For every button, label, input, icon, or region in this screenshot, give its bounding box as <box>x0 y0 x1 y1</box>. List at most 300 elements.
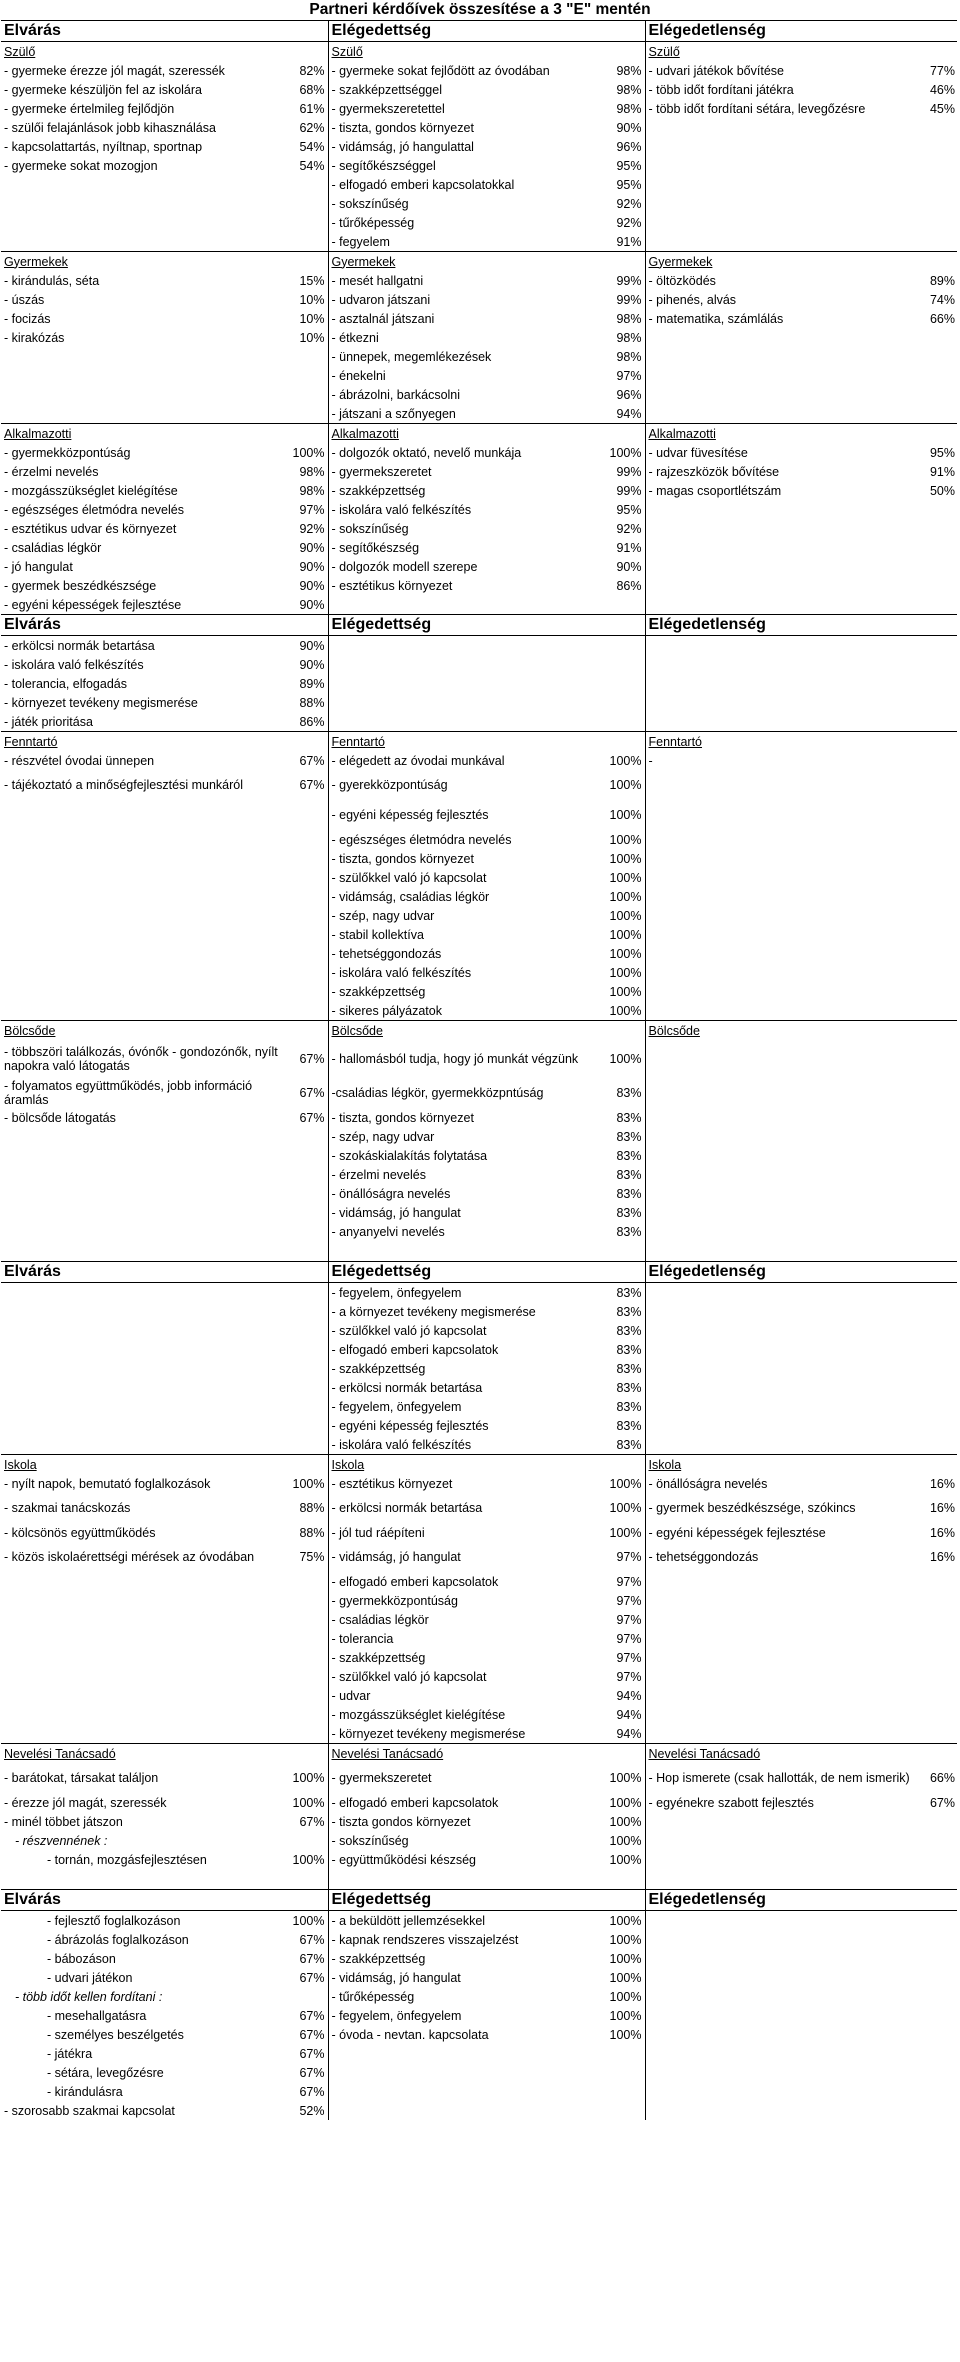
elvaras-percent <box>286 906 328 925</box>
elvaras-percent <box>286 1378 328 1397</box>
elvaras-percent <box>286 1184 328 1203</box>
elvaras-percent: 90% <box>286 538 328 557</box>
section-label-elegedetlenseg: Alkalmazotti <box>645 424 957 444</box>
elegedetlenseg-item: - több időt fordítani játékra <box>648 82 794 97</box>
elegedettseg-item: - jól tud ráépíteni <box>331 1525 425 1540</box>
elegedetlenseg-item <box>645 2044 915 2063</box>
elvaras-item <box>1 887 286 906</box>
elegedettseg-item: - hallomásból tudja, hogy jó munkát végzünk <box>331 1052 579 1066</box>
elegedettseg-percent: 100% <box>603 906 645 925</box>
elegedetlenseg-item <box>645 655 915 674</box>
elegedetlenseg-item <box>645 1241 915 1262</box>
elegedetlenseg-percent <box>915 213 957 232</box>
elvaras-item <box>1 366 286 385</box>
elegedetlenseg-item <box>645 1686 915 1705</box>
elegedettseg-percent: 100% <box>603 1493 645 1523</box>
table-row <box>1 99 957 118</box>
elvaras-percent: 82% <box>286 61 328 80</box>
elegedetlenseg-item <box>645 1165 915 1184</box>
elegedetlenseg-item <box>645 2025 915 2044</box>
elegedettseg-item <box>328 2101 603 2120</box>
elegedetlenseg-percent: 95% <box>929 445 955 460</box>
elegedetlenseg-item: - egyénekre szabott fejlesztés <box>648 1795 814 1810</box>
elegedetlenseg-percent <box>915 2063 957 2082</box>
table-row <box>1 1241 957 1262</box>
elegedettseg-item: - sikeres pályázatok <box>331 1003 442 1018</box>
elegedetlenseg-item <box>645 1146 915 1165</box>
elegedetlenseg-item <box>645 156 915 175</box>
section-label-elegedetlenseg: Bölcsőde <box>645 1021 957 1041</box>
elvaras-percent <box>286 1435 328 1455</box>
elegedettseg-percent: 83% <box>603 1203 645 1222</box>
elegedettseg-item: - szakképzettség <box>331 984 426 999</box>
elvaras-item: - bölcsőde látogatás <box>4 1110 116 1125</box>
section-row <box>1 1021 957 1041</box>
table-row <box>1 887 957 906</box>
elvaras-percent <box>286 1591 328 1610</box>
elvaras-percent: 98% <box>286 462 328 481</box>
elegedetlenseg-item <box>645 849 915 868</box>
elegedetlenseg-item <box>645 1203 915 1222</box>
elvaras-item: - mozgásszükséglet kielégítése <box>4 483 178 498</box>
elegedettseg-percent <box>603 1869 645 1890</box>
header-row <box>1 21 957 42</box>
header-elvaras: Elvárás <box>1 615 328 636</box>
table-row <box>1 1040 957 1078</box>
elegedetlenseg-item <box>645 712 915 732</box>
elegedettseg-item: - dolgozók modell szerepe <box>331 559 478 574</box>
elvaras-percent <box>286 1667 328 1686</box>
elvaras-percent <box>286 1869 328 1890</box>
elegedettseg-item: - együttműködési készség <box>331 1852 477 1867</box>
section-label-elvaras: Bölcsőde <box>1 1021 328 1041</box>
elvaras-item <box>1 830 286 849</box>
elvaras-percent: 92% <box>286 519 328 538</box>
elvaras-item <box>1 868 286 887</box>
elegedettseg-percent <box>603 674 645 693</box>
elegedetlenseg-item <box>645 404 915 424</box>
table-row <box>1 1493 957 1523</box>
elegedetlenseg-percent <box>915 2082 957 2101</box>
elegedetlenseg-percent <box>915 925 957 944</box>
elegedetlenseg-item: - udvari játékok bővítése <box>648 63 784 78</box>
elvaras-percent: 86% <box>286 712 328 732</box>
elvaras-item: - udvari játékon <box>47 1970 133 1985</box>
section-label-elvaras: Gyermekek <box>1 252 328 272</box>
elegedettseg-percent: 92% <box>603 194 645 213</box>
elegedettseg-item: - tehetséggondozás <box>331 946 442 961</box>
table-row <box>1 61 957 80</box>
table-row <box>1 751 957 770</box>
header-elegedetlenseg: Elégedetlenség <box>645 1262 957 1283</box>
elegedetlenseg-item <box>645 1302 915 1321</box>
elegedettseg-percent: 100% <box>603 1812 645 1831</box>
table-row <box>1 271 957 290</box>
elegedettseg-item: - tiszta, gondos környezet <box>331 851 474 866</box>
table-row <box>1 175 957 194</box>
elvaras-percent <box>286 194 328 213</box>
elvaras-percent: 100% <box>286 1850 328 1869</box>
elegedetlenseg-item <box>645 1648 915 1667</box>
elvaras-percent: 97% <box>286 500 328 519</box>
elvaras-percent <box>286 1572 328 1591</box>
elegedettseg-item: - elfogadó emberi kapcsolatokkal <box>331 177 515 192</box>
elegedetlenseg-percent <box>915 1667 957 1686</box>
elegedetlenseg-item: - udvar füvesítése <box>648 445 748 460</box>
elvaras-item <box>1 1724 286 1744</box>
elvaras-item: - gyermeke értelmileg fejlődjön <box>4 101 175 116</box>
elvaras-item <box>1 1283 286 1303</box>
header-elvaras: Elvárás <box>1 1890 328 1911</box>
section-label-elegedetlenseg: Szülő <box>648 44 680 59</box>
elegedettseg-percent: 100% <box>603 1850 645 1869</box>
elvaras-item: - közös iskolaérettségi mérések az óvodában <box>4 1550 255 1564</box>
elegedetlenseg-percent <box>915 232 957 252</box>
elegedetlenseg-percent <box>915 1078 957 1108</box>
elegedetlenseg-percent <box>915 944 957 963</box>
elegedetlenseg-percent: 46% <box>929 82 955 97</box>
elegedetlenseg-item <box>645 1108 915 1127</box>
elvaras-item <box>1 925 286 944</box>
table-row <box>1 1127 957 1146</box>
elegedettseg-item: - a környezet tevékeny megismerése <box>331 1304 536 1319</box>
header-elegedettseg: Elégedettség <box>328 21 645 42</box>
header-elegedettseg: Elégedettség <box>328 615 645 636</box>
header-elegedetlenseg: Elégedetlenség <box>645 615 957 636</box>
elvaras-percent <box>286 385 328 404</box>
elvaras-item <box>1 347 286 366</box>
elegedetlenseg-percent <box>915 1911 957 1931</box>
elegedetlenseg-item <box>645 1850 915 1869</box>
elegedettseg-item: - szép, nagy udvar <box>331 1129 435 1144</box>
table-row <box>1 462 957 481</box>
elegedettseg-item <box>328 595 603 615</box>
elegedettseg-item: - önállóságra nevelés <box>331 1186 451 1201</box>
elvaras-item <box>1 1705 286 1724</box>
elegedetlenseg-item <box>645 1340 915 1359</box>
elegedettseg-item: - fegyelem, önfegyelem <box>331 1285 462 1300</box>
elvaras-item <box>1 1302 286 1321</box>
elegedettseg-percent: 90% <box>603 557 645 576</box>
elegedettseg-percent: 92% <box>603 519 645 538</box>
table-row <box>1 118 957 137</box>
elvaras-item: - gyermekközpontúság <box>4 445 131 460</box>
elvaras-item <box>1 232 286 252</box>
elegedetlenseg-percent <box>915 887 957 906</box>
elvaras-percent: 90% <box>286 595 328 615</box>
elegedettseg-item: - szakképzettséggel <box>331 82 442 97</box>
header-elegedetlenseg: Elégedetlenség <box>645 1890 957 1911</box>
table-row <box>1 194 957 213</box>
elegedetlenseg-percent <box>915 712 957 732</box>
table-row <box>1 2082 957 2101</box>
section-label-elvaras: Fenntartó <box>1 732 328 752</box>
elvaras-percent: 54% <box>286 137 328 156</box>
elegedetlenseg-percent <box>915 2044 957 2063</box>
elvaras-percent <box>286 1001 328 1021</box>
elvaras-percent <box>286 1146 328 1165</box>
elegedetlenseg-percent <box>915 1108 957 1127</box>
elvaras-percent <box>286 830 328 849</box>
elegedetlenseg-percent: 45% <box>929 101 955 116</box>
elvaras-percent <box>286 925 328 944</box>
elvaras-item: - kirándulásra <box>47 2084 123 2099</box>
elvaras-item: - iskolára való felkészítés <box>4 657 144 672</box>
elegedettseg-percent: 83% <box>603 1378 645 1397</box>
elegedettseg-percent: 100% <box>603 1001 645 1021</box>
elegedettseg-percent: 100% <box>603 770 645 800</box>
table-row <box>1 849 957 868</box>
elegedetlenseg-item: - több időt fordítani sétára, levegőzésre <box>648 101 866 116</box>
elegedetlenseg-percent <box>915 906 957 925</box>
elvaras-percent <box>286 1302 328 1321</box>
elegedetlenseg-percent <box>915 770 957 800</box>
elvaras-percent: 67% <box>286 2082 328 2101</box>
elegedettseg-percent <box>603 636 645 656</box>
elegedetlenseg-item <box>645 194 915 213</box>
elegedetlenseg-item <box>645 1831 915 1850</box>
elvaras-item: - nyílt napok, bemutató foglalkozások <box>4 1476 211 1491</box>
elegedettseg-percent <box>603 595 645 615</box>
elvaras-item <box>1 1416 286 1435</box>
elegedettseg-percent: 97% <box>603 1629 645 1648</box>
table-row <box>1 1416 957 1435</box>
elegedettseg-item <box>328 1869 603 1890</box>
section-row <box>1 1455 957 1475</box>
elegedetlenseg-item <box>645 1416 915 1435</box>
elegedetlenseg-item <box>645 1127 915 1146</box>
elegedetlenseg-item <box>645 1001 915 1021</box>
elegedettseg-percent: 83% <box>603 1359 645 1378</box>
elegedetlenseg-percent <box>915 137 957 156</box>
elegedettseg-percent: 98% <box>603 80 645 99</box>
elegedettseg-percent: 97% <box>603 1591 645 1610</box>
elvaras-percent <box>286 800 328 830</box>
elvaras-percent: 100% <box>286 1763 328 1793</box>
elegedetlenseg-item: - magas csoportlétszám <box>648 483 782 498</box>
table-row <box>1 1850 957 1869</box>
elegedetlenseg-item <box>645 1184 915 1203</box>
table-row <box>1 1184 957 1203</box>
elegedetlenseg-item: - egyéni képességek fejlesztése <box>648 1525 826 1540</box>
elegedettseg-item: - ábrázolni, barkácsolni <box>331 387 461 402</box>
elegedetlenseg-percent <box>915 2025 957 2044</box>
elvaras-item <box>1 1572 286 1591</box>
elegedettseg-item: - gyermekszeretet <box>331 464 432 479</box>
elegedetlenseg-percent <box>915 1831 957 1850</box>
elegedetlenseg-percent <box>915 1397 957 1416</box>
table-row <box>1 1001 957 1021</box>
elegedetlenseg-percent <box>915 1949 957 1968</box>
elvaras-item <box>1 1146 286 1165</box>
elegedetlenseg-item <box>645 1572 915 1591</box>
elegedettseg-percent: 100% <box>603 443 645 462</box>
section-label-elegedetlenseg: Fenntartó <box>645 732 957 752</box>
elegedetlenseg-percent <box>915 1359 957 1378</box>
elegedetlenseg-item <box>645 366 915 385</box>
table-row <box>1 712 957 732</box>
elegedettseg-item: - ünnepek, megemlékezések <box>331 349 492 364</box>
elegedettseg-item <box>328 693 603 712</box>
elegedettseg-item: - tiszta gondos környezet <box>331 1814 471 1829</box>
elegedettseg-percent: 83% <box>603 1108 645 1127</box>
elegedettseg-percent: 99% <box>603 290 645 309</box>
elegedetlenseg-item <box>645 1078 915 1108</box>
elegedetlenseg-item <box>645 1321 915 1340</box>
elvaras-item <box>1 1435 286 1455</box>
table-row <box>1 655 957 674</box>
elegedetlenseg-item <box>645 2101 915 2120</box>
elegedettseg-percent: 100% <box>603 1040 645 1078</box>
elegedettseg-percent: 97% <box>603 1667 645 1686</box>
elegedetlenseg-item: - gyermek beszédkészsége, szókincs <box>648 1501 856 1515</box>
elegedetlenseg-item <box>645 887 915 906</box>
elegedettseg-item: - tiszta, gondos környezet <box>331 120 474 135</box>
summary-table <box>1 20 957 2120</box>
elegedettseg-item: - szakképzettség <box>331 1361 426 1376</box>
elvaras-percent: 62% <box>286 118 328 137</box>
elegedetlenseg-percent <box>915 1146 957 1165</box>
elegedettseg-percent: 100% <box>603 2025 645 2044</box>
elegedetlenseg-item <box>645 1283 915 1303</box>
elvaras-percent <box>286 963 328 982</box>
elegedettseg-percent: 98% <box>603 99 645 118</box>
elegedetlenseg-item <box>645 1040 915 1078</box>
elvaras-item <box>1 385 286 404</box>
elegedetlenseg-item <box>645 2082 915 2101</box>
table-row <box>1 137 957 156</box>
elegedetlenseg-item <box>645 538 915 557</box>
table-row <box>1 385 957 404</box>
elvaras-percent <box>286 366 328 385</box>
elvaras-percent: 88% <box>286 693 328 712</box>
elegedetlenseg-item: - Hop ismerete (csak hallották, de nem ismerik) <box>648 1771 910 1785</box>
elegedetlenseg-item <box>645 982 915 1001</box>
elvaras-item <box>1 1222 286 1241</box>
elvaras-percent <box>286 1321 328 1340</box>
table-row <box>1 1987 957 2006</box>
elegedettseg-item: - elfogadó emberi kapcsolatok <box>331 1342 499 1357</box>
table-row <box>1 2025 957 2044</box>
elegedettseg-percent: 100% <box>603 1474 645 1493</box>
elvaras-percent: 67% <box>286 1040 328 1078</box>
elegedettseg-percent: 97% <box>603 1572 645 1591</box>
elegedettseg-percent <box>603 693 645 712</box>
table-row <box>1 1435 957 1455</box>
elvaras-percent <box>286 868 328 887</box>
elegedetlenseg-percent <box>915 595 957 615</box>
elegedettseg-item: - stabil kollektíva <box>331 927 424 942</box>
elvaras-item: - esztétikus udvar és környezet <box>4 521 177 536</box>
elegedettseg-percent: 100% <box>603 1793 645 1812</box>
elvaras-item <box>1 1869 286 1890</box>
elegedetlenseg-percent <box>915 1127 957 1146</box>
elegedetlenseg-percent <box>915 1321 957 1340</box>
elvaras-percent: 67% <box>286 1078 328 1108</box>
elegedetlenseg-item <box>645 557 915 576</box>
elegedetlenseg-percent: 16% <box>929 1501 955 1515</box>
elegedetlenseg-item <box>645 118 915 137</box>
elvaras-item <box>1 1359 286 1378</box>
elegedetlenseg-percent <box>915 1629 957 1648</box>
elvaras-item <box>1 963 286 982</box>
elegedettseg-percent: 100% <box>603 751 645 770</box>
elegedettseg-percent: 100% <box>603 1763 645 1793</box>
table-row <box>1 2044 957 2063</box>
elvaras-item: - tájékoztató a minőségfejlesztési munkáról <box>4 778 244 792</box>
elegedettseg-item: - a beküldött jellemzésekkel <box>331 1913 486 1928</box>
elvaras-item <box>1 944 286 963</box>
elegedettseg-item: - fegyelem <box>331 234 390 249</box>
elegedettseg-item: - kapnak rendszeres visszajelzést <box>331 1932 519 1947</box>
elegedettseg-percent: 94% <box>603 1724 645 1744</box>
header-elegedetlenseg: Elégedetlenség <box>645 21 957 42</box>
elegedettseg-item: - érzelmi nevelés <box>331 1167 426 1182</box>
header-elegedettseg: Elégedettség <box>328 1262 645 1283</box>
elvaras-item: - bábozáson <box>47 1951 116 1966</box>
section-label-elegedettseg: Alkalmazotti <box>328 424 645 444</box>
elvaras-item: - több időt kellen fordítani : <box>15 1989 163 2004</box>
table-row <box>1 868 957 887</box>
elegedetlenseg-item <box>645 1724 915 1744</box>
elegedetlenseg-percent <box>915 1416 957 1435</box>
section-label-elegedettseg: Bölcsőde <box>328 1021 645 1041</box>
elvaras-item <box>1 849 286 868</box>
elvaras-percent: 67% <box>286 2006 328 2025</box>
elvaras-item: - fejlesztő foglalkozáson <box>47 1913 181 1928</box>
elegedetlenseg-item <box>645 1869 915 1890</box>
elegedettseg-percent: 83% <box>603 1397 645 1416</box>
elegedettseg-percent: 83% <box>603 1127 645 1146</box>
table-row <box>1 1793 957 1812</box>
elegedettseg-percent: 86% <box>603 576 645 595</box>
elegedettseg-item: - erkölcsi normák betartása <box>331 1501 483 1515</box>
table-row <box>1 1591 957 1610</box>
elegedettseg-item: - iskolára való felkészítés <box>331 1437 472 1452</box>
elegedetlenseg-percent: 16% <box>929 1476 955 1491</box>
elegedetlenseg-item <box>645 1987 915 2006</box>
elegedetlenseg-item <box>645 1930 915 1949</box>
elegedettseg-percent: 83% <box>603 1302 645 1321</box>
elvaras-percent: 61% <box>286 99 328 118</box>
elegedetlenseg-item <box>645 1812 915 1831</box>
elegedetlenseg-percent <box>915 1869 957 1890</box>
header-row <box>1 1262 957 1283</box>
table-row <box>1 1705 957 1724</box>
table-row <box>1 2101 957 2120</box>
elegedettseg-percent: 90% <box>603 118 645 137</box>
elvaras-percent: 10% <box>286 290 328 309</box>
elegedetlenseg-percent <box>915 175 957 194</box>
elvaras-percent <box>286 1203 328 1222</box>
elvaras-percent: 67% <box>286 1968 328 1987</box>
elegedetlenseg-percent <box>915 849 957 868</box>
elegedetlenseg-percent <box>915 156 957 175</box>
elegedetlenseg-percent <box>915 366 957 385</box>
elvaras-item: - kirakózás <box>4 330 65 345</box>
elegedettseg-percent <box>603 2101 645 2120</box>
elvaras-percent: 54% <box>286 156 328 175</box>
table-row <box>1 1724 957 1744</box>
elegedettseg-percent: 100% <box>603 830 645 849</box>
section-row <box>1 732 957 752</box>
elegedettseg-item: - elfogadó emberi kapcsolatok <box>331 1795 499 1810</box>
elvaras-item: - barátokat, társakat találjon <box>4 1771 159 1785</box>
elegedettseg-percent <box>603 712 645 732</box>
elegedettseg-item: - környezet tevékeny megismerése <box>331 1726 526 1741</box>
elegedetlenseg-percent <box>915 1572 957 1591</box>
elegedettseg-item: - anyanyelvi nevelés <box>331 1224 445 1239</box>
